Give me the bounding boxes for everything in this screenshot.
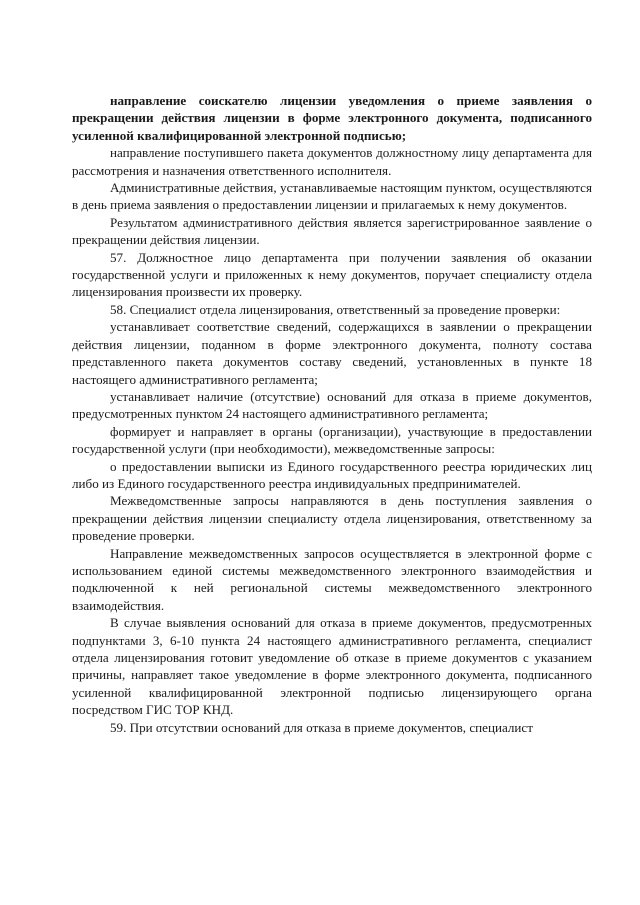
paragraph-check-compliance: устанавливает соответствие сведений, содержащихся в заявлении о прекращении действия лицензии, поданном в форме электронного документа, полноту состава представленного пакета документов составу сведений, установленных в пункте 18 настоящего административного регламента; — [72, 319, 592, 387]
paragraph-admin-result: Результатом административного действия является зарегистрированное заявление о прекращении действия лицензии. — [72, 214, 592, 248]
paragraph-forward-documents: направление поступившего пакета документов должностному лицу департамента для рассмотрения и назначения ответственного исполнителя. — [72, 145, 592, 178]
paragraph-item-58: 58. Специалист отдела лицензирования, ответственный за проведение проверки: — [110, 301, 561, 317]
paragraph-admin-actions: Административные действия, устанавливаемые настоящим пунктом, осуществляются в день приема заявления о предоставлении лицензии и прилагаемых к нему документов. — [72, 180, 592, 213]
paragraph-requests-electronic: Направление межведомственных запросов осуществляется в электронной форме с использованием единой системы межведомственного электронного взаимодействия и подключенной к ней региональной системы межведомственного электронного взаимодействия. — [72, 545, 592, 613]
paragraph-refusal-notice: В случае выявления оснований для отказа в приеме документов, предусмотренных подпунктами 3, 6-10 пункта 24 настоящего административного регламента, специалист отдела лицензирования готовит уведомление об отказе в приеме документов с указанием причины, направляет такое уведомление в форме электронного документа, подписанного усиленной квалифицированной электронной подписью лицензирующего органа посредством ГИС ТОР КНД. — [72, 615, 592, 718]
paragraph-registry-extract: о предоставлении выписки из Единого государственного реестра юридических лиц либо из Единого государственного реестра индивидуальных предпринимателей. — [72, 458, 592, 491]
paragraph-item-59: 59. При отсутствии оснований для отказа в приеме документов, специалист — [110, 719, 533, 735]
paragraph-check-grounds: устанавливает наличие (отсутствие) оснований для отказа в приеме документов, предусмотренных пунктом 24 настоящего административного регламента; — [72, 388, 592, 422]
paragraph-notice-applicant: направление соискателю лицензии уведомления о приеме заявления о прекращении действия лицензии в форме электронного документа, подписанного усиленной квалифицированной электронной подписью; — [72, 93, 592, 143]
paragraph-interagency-requests: формирует и направляет в органы (организации), участвующие в предоставлении государственной услуги (при необходимости), межведомственные запросы: — [72, 423, 592, 457]
paragraph-item-57: 57. Должностное лицо департамента при получении заявления об оказании государственной услуги и приложенных к нему документов, поручает специалисту отдела лицензирования произвести их проверку. — [72, 249, 592, 300]
paragraph-requests-timing: Межведомственные запросы направляются в день поступления заявления о прекращении действия лицензии специалисту отдела лицензирования, ответственному за проведение проверки. — [72, 493, 592, 544]
document-body — [72, 92, 592, 736]
